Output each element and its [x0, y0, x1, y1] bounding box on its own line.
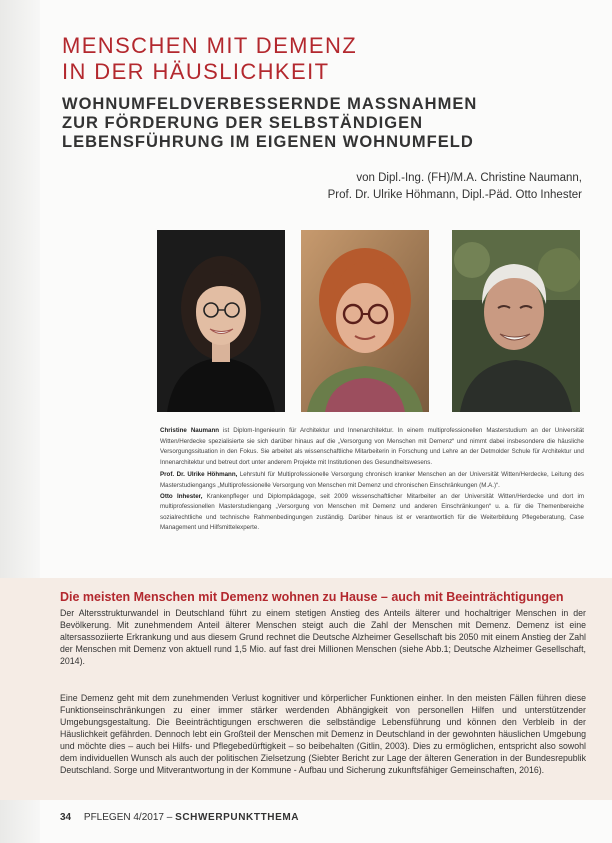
- bio-hoehmann-text: Lehrstuhl für Multiprofessionelle Versorgung chronisch kranker Menschen an der Universität Witten/Herdecke, Leitung des Masterstudiengangs „Multiprofessionelle Versorgung von Menschen mit Demenz und chronischen Einschränkungen (M.A.)“.: [160, 471, 585, 489]
- body-paragraph-2: [60, 692, 586, 776]
- bio-naumann-text: ist Diplom-Ingenieurin für Architektur und Innenarchitektur. In einem multiprofessionellen Masterstudium an der Universität Witten/Herdecke spezialisierte sie sich darüber hinaus auf die „Versorgung von Menschen mit Demenz“ und nimmt dabei insbesondere die häusliche Versorgungssituation in den Fokus. Sie arbeitet als wissenschaftliche Mitarbeiterin in Forschung und Lehre an der Detmolder Schule für Architektur und Innenarchitektur und betreut dort unter anderem Projekte mit Institutionen des Gesundheitswesens.: [160, 427, 584, 466]
- body-paragraph-1: [60, 607, 586, 667]
- article-subtitle: [62, 95, 592, 152]
- subtitle-line-1: WOHNUMFELDVERBESSERNDE MASSNAHMEN: [62, 95, 478, 113]
- bio-inhester-text: Krankenpfleger und Diplompädagoge, seit 2009 wissenschaftlicher Mitarbeiter an der Universität Witten/Herdecke und dort im multiprofessionellen Masterstudiengang „Versorgung von Menschen mit Demenz und anderen Einschränkungen“ u. a. für die Themenbereiche sozialrechtliche und technische Rahmenbedingungen zuständig. Darüber hinaus ist er verantwortlich für die Weiterbildung Pflegeberatung, Case Management und Hilfsmittelexperte.: [160, 492, 584, 532]
- title-line-1: MENSCHEN MIT DEMENZ: [62, 33, 358, 58]
- page-footer: [60, 812, 299, 823]
- title-line-2: IN DER HÄUSLICHKEIT: [62, 59, 330, 84]
- issue-number: 4/2017 –: [133, 812, 173, 823]
- bio-inhester: [160, 492, 584, 534]
- page-number: 34: [60, 812, 72, 823]
- subtitle-line-2: ZUR FÖRDERUNG DER SELBSTÄNDIGEN: [62, 114, 424, 132]
- bio-naumann-name: Christine Naumann: [160, 427, 220, 434]
- bio-hoehmann-name: Prof. Dr. Ulrike Höhmann,: [160, 471, 238, 479]
- article-title: [62, 33, 582, 85]
- byline-line-1: von Dipl.-Ing. (FH)/M.A. Christine Naumann,: [356, 172, 582, 184]
- portrait-ulrike-hoehmann: [301, 230, 429, 412]
- paragraph-1-text: Der Altersstrukturwandel in Deutschland führt zu einem stetigen Anstieg des Anteils älterer und hochaltriger Menschen in der Bevölkerung. Mit zunehmendem Anteil älterer Menschen steigt auch die Zahl der Menschen mit Demenz. Demenz ist eine altersassoziierte Erkrankung und aus diesem Grund rechnet die Deutsche Alzheimer Gesellschaft bis 2050 mit einem Anstieg der Zahl der Menschen mit Demenz von aktuell rund 1,5 Mio. auf fast drei Millionen Menschen (siehe Abb.1; Deutsche Alzheimer Gesellschaft, 2014).: [60, 608, 586, 666]
- bio-hoehmann: [160, 470, 584, 491]
- subtitle-line-3: LEBENSFÜHRUNG IM EIGENEN WOHNUMFELD: [62, 133, 474, 151]
- portrait-christine-naumann: [157, 230, 285, 412]
- author-bios: [160, 426, 584, 534]
- byline-line-2: Prof. Dr. Ulrike Höhmann, Dipl.-Päd. Otto Inhester: [327, 189, 582, 201]
- section-heading: Die meisten Menschen mit Demenz wohnen zu Hause – auch mit Beeinträchtigungen: [60, 590, 564, 604]
- magazine-name: PFLEGEN: [83, 812, 131, 823]
- paragraph-2-text: Eine Demenz geht mit dem zunehmenden Verlust kognitiver und körperlicher Funktionen einher. In den meisten Fällen führen diese Funktionseinschränkungen zu einer immer stärker werdenden Abhängigkeit von personellen Hilfen und unterstützender Umgebungsgestaltung. Die Beeinträchtigungen erschweren die selbständige Lebensführung und können den Verbleib in der Häuslichkeit gefährden. Dennoch lebt ein Großteil der Menschen mit Demenz in Deutschland in der gewohnten häuslichen Umgebung und möchte dies – auch bei Hilfs- und Pflegebedürftigkeit – so beibehalten (Gitlin, 2003). Dies zu ermöglichen, entspricht also sowohl dem individuellen Wunsch als auch der politischen Zielsetzung (Siebter Bericht zur Lage der älteren Generation in der Bundesrepublik Deutschland. Sorge und Mitverantwortung in der Kommune - Aufbau und Sicherung zukunftsfähiger Gemeinschaften, 2016).: [60, 693, 586, 775]
- bio-naumann: [160, 426, 584, 468]
- author-byline: [328, 170, 582, 204]
- bio-inhester-name: Otto Inhester,: [160, 492, 203, 500]
- portrait-otto-inhester: [452, 230, 580, 412]
- footer-section: SCHWERPUNKTTHEMA: [175, 812, 300, 823]
